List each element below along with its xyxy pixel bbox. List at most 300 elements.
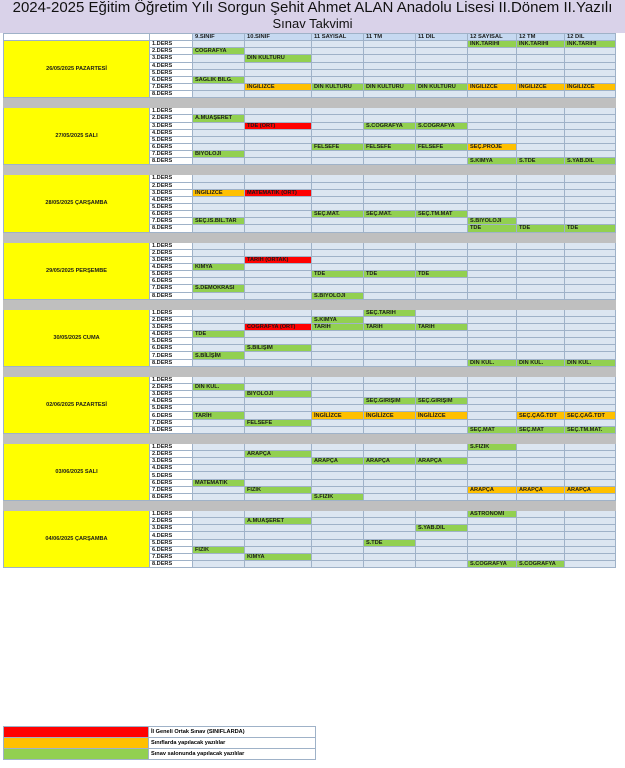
exam-cell: [468, 345, 517, 352]
exam-cell: FİZİK: [245, 486, 312, 493]
exam-cell: BİYOLOJİ: [245, 391, 312, 398]
exam-cell: [517, 309, 565, 316]
period-label: 2.DERS: [150, 115, 193, 122]
period-label: 5.DERS: [150, 203, 193, 210]
exam-cell: [416, 532, 468, 539]
exam-cell: [468, 412, 517, 419]
day-separator: [4, 98, 616, 108]
exam-cell: [312, 532, 364, 539]
exam-cell: [364, 189, 416, 196]
exam-cell: TDE: [312, 271, 364, 278]
exam-cell: [312, 419, 364, 426]
exam-cell: [517, 203, 565, 210]
exam-cell: [517, 338, 565, 345]
exam-cell: [565, 511, 616, 518]
exam-cell: S.KİMYA: [312, 316, 364, 323]
exam-cell: [517, 129, 565, 136]
period-label: 7.DERS: [150, 151, 193, 158]
exam-cell: SEÇ.GİRİŞİM: [416, 398, 468, 405]
exam-cell: [416, 263, 468, 270]
exam-cell: [517, 405, 565, 412]
exam-cell: [565, 136, 616, 143]
column-header: 11 DİL: [416, 34, 468, 41]
exam-cell: TDE: [193, 331, 245, 338]
period-label: 7.DERS: [150, 352, 193, 359]
exam-cell: [468, 539, 517, 546]
period-label: 2.DERS: [150, 182, 193, 189]
exam-cell: [245, 115, 312, 122]
separator-cell: [4, 366, 616, 376]
exam-cell: [245, 292, 312, 299]
exam-cell: [468, 69, 517, 76]
period-label: 3.DERS: [150, 256, 193, 263]
exam-cell: [312, 352, 364, 359]
table-row: [4, 41, 616, 48]
exam-cell: [312, 465, 364, 472]
exam-cell: [565, 69, 616, 76]
exam-cell: [193, 486, 245, 493]
exam-cell: [245, 479, 312, 486]
exam-cell: [364, 48, 416, 55]
exam-cell: [416, 546, 468, 553]
table-row: [4, 175, 616, 182]
exam-cell: [416, 242, 468, 249]
exam-cell: S.COĞRAFYA: [364, 122, 416, 129]
exam-cell: [312, 175, 364, 182]
exam-cell: [312, 426, 364, 433]
day-date: 28/05/2025 ÇARŞAMBA: [4, 175, 150, 232]
exam-cell: S.KİMYA: [468, 158, 517, 165]
exam-cell: [468, 189, 517, 196]
exam-cell: [245, 398, 312, 405]
exam-cell: [517, 472, 565, 479]
legend-swatch: [4, 738, 149, 749]
legend-item: [4, 749, 316, 760]
period-label: 5.DERS: [150, 472, 193, 479]
exam-cell: [416, 175, 468, 182]
exam-cell: [193, 175, 245, 182]
exam-cell: [312, 398, 364, 405]
legend: [3, 726, 316, 760]
exam-cell: [193, 493, 245, 500]
period-label: 8.DERS: [150, 292, 193, 299]
exam-cell: [416, 115, 468, 122]
exam-cell: [416, 405, 468, 412]
exam-cell: [565, 115, 616, 122]
legend-item: [4, 727, 316, 738]
exam-cell: İNGİLİZCE: [416, 412, 468, 419]
exam-cell: [193, 398, 245, 405]
exam-cell: [416, 511, 468, 518]
exam-cell: [416, 383, 468, 390]
legend-swatch: [4, 727, 149, 738]
exam-cell: S.BİYOLOJİ: [468, 218, 517, 225]
exam-cell: [416, 451, 468, 458]
exam-cell: [364, 391, 416, 398]
exam-cell: S.COĞRAFYA: [416, 122, 468, 129]
exam-cell: [364, 465, 416, 472]
exam-cell: [245, 41, 312, 48]
period-label: 2.DERS: [150, 249, 193, 256]
period-label: 8.DERS: [150, 225, 193, 232]
exam-cell: [517, 278, 565, 285]
exam-cell: S.DEMOKRASİ: [193, 285, 245, 292]
exam-cell: [245, 175, 312, 182]
table-row: [4, 376, 616, 383]
period-label: 2.DERS: [150, 316, 193, 323]
exam-cell: [312, 472, 364, 479]
header-blank: [4, 34, 150, 41]
exam-cell: [468, 383, 517, 390]
exam-cell: [416, 479, 468, 486]
exam-cell: [416, 278, 468, 285]
exam-cell: [364, 285, 416, 292]
exam-cell: [245, 532, 312, 539]
day-separator: [4, 501, 616, 511]
column-header: 10.SINIF: [245, 34, 312, 41]
exam-cell: [517, 451, 565, 458]
exam-cell: [364, 158, 416, 165]
exam-cell: [517, 345, 565, 352]
exam-cell: [517, 383, 565, 390]
exam-cell: [312, 242, 364, 249]
separator-cell: [4, 299, 616, 309]
exam-cell: [364, 532, 416, 539]
exam-cell: [245, 405, 312, 412]
exam-cell: [193, 309, 245, 316]
exam-cell: [468, 76, 517, 83]
exam-cell: [245, 158, 312, 165]
exam-cell: [364, 426, 416, 433]
column-header: 12 TM: [517, 34, 565, 41]
period-label: 1.DERS: [150, 175, 193, 182]
exam-cell: [565, 309, 616, 316]
exam-cell: [312, 443, 364, 450]
exam-cell: [245, 525, 312, 532]
exam-cell: [312, 278, 364, 285]
exam-cell: [517, 539, 565, 546]
exam-cell: DİN KÜL.: [565, 359, 616, 366]
exam-cell: S.BİLİŞİM: [245, 345, 312, 352]
exam-cell: [193, 158, 245, 165]
exam-cell: [468, 91, 517, 98]
exam-cell: [416, 561, 468, 568]
exam-cell: [245, 376, 312, 383]
exam-cell: [312, 218, 364, 225]
exam-cell: [312, 309, 364, 316]
period-label: 7.DERS: [150, 285, 193, 292]
exam-cell: [312, 158, 364, 165]
exam-cell: [245, 338, 312, 345]
exam-cell: [517, 419, 565, 426]
header-blank: [150, 34, 193, 41]
exam-cell: [416, 285, 468, 292]
exam-cell: [364, 225, 416, 232]
exam-cell: [517, 189, 565, 196]
exam-cell: [565, 539, 616, 546]
exam-cell: [193, 532, 245, 539]
exam-cell: SEÇ.MAT: [468, 426, 517, 433]
exam-cell: [468, 182, 517, 189]
exam-cell: [364, 292, 416, 299]
exam-cell: [468, 256, 517, 263]
exam-cell: [468, 309, 517, 316]
exam-cell: [517, 323, 565, 330]
exam-cell: [416, 249, 468, 256]
exam-cell: [312, 136, 364, 143]
exam-cell: [364, 278, 416, 285]
exam-cell: [312, 561, 364, 568]
exam-cell: S.BİYOLOJİ: [312, 292, 364, 299]
exam-cell: [565, 122, 616, 129]
exam-cell: [364, 345, 416, 352]
exam-cell: [364, 419, 416, 426]
period-label: 8.DERS: [150, 561, 193, 568]
period-label: 3.DERS: [150, 525, 193, 532]
exam-cell: [468, 493, 517, 500]
exam-cell: [517, 493, 565, 500]
exam-cell: [312, 91, 364, 98]
exam-cell: [468, 263, 517, 270]
exam-cell: [565, 376, 616, 383]
exam-cell: [468, 376, 517, 383]
day-separator: [4, 299, 616, 309]
exam-cell: [517, 518, 565, 525]
exam-cell: [312, 359, 364, 366]
exam-cell: [364, 472, 416, 479]
exam-cell: [312, 115, 364, 122]
exam-cell: [517, 48, 565, 55]
exam-cell: [312, 108, 364, 115]
exam-cell: [416, 316, 468, 323]
exam-cell: S.YAB.DİL: [565, 158, 616, 165]
page-title: [0, 0, 625, 33]
exam-cell: [468, 242, 517, 249]
period-label: 3.DERS: [150, 323, 193, 330]
exam-cell: [245, 472, 312, 479]
exam-cell: [517, 211, 565, 218]
exam-cell: [416, 108, 468, 115]
exam-cell: [565, 525, 616, 532]
exam-cell: İNK.TARİHİ: [517, 41, 565, 48]
exam-cell: [245, 539, 312, 546]
exam-cell: [565, 211, 616, 218]
exam-cell: [364, 493, 416, 500]
exam-cell: [565, 108, 616, 115]
exam-cell: [468, 271, 517, 278]
exam-cell: [468, 391, 517, 398]
period-label: 5.DERS: [150, 69, 193, 76]
table-row: [4, 242, 616, 249]
exam-cell: İNGİLİZCE: [517, 83, 565, 90]
period-label: 8.DERS: [150, 91, 193, 98]
day-separator: [4, 165, 616, 175]
period-label: 4.DERS: [150, 129, 193, 136]
exam-cell: ASTRONOMİ: [468, 511, 517, 518]
exam-cell: [416, 129, 468, 136]
exam-cell: [565, 493, 616, 500]
exam-cell: S.COĞRAFYA: [517, 561, 565, 568]
exam-cell: [364, 331, 416, 338]
column-header: 12 SAYISAL: [468, 34, 517, 41]
exam-cell: [468, 323, 517, 330]
exam-cell: [245, 278, 312, 285]
exam-cell: [193, 316, 245, 323]
exam-cell: [517, 55, 565, 62]
exam-cell: [245, 182, 312, 189]
exam-cell: [517, 285, 565, 292]
exam-cell: [565, 479, 616, 486]
exam-cell: [193, 405, 245, 412]
exam-cell: [517, 553, 565, 560]
exam-cell: [416, 91, 468, 98]
exam-cell: İNGİLİZCE: [193, 189, 245, 196]
legend-label: İl Geneli Ortak Sınav (SINIFLARDA): [149, 727, 316, 738]
period-label: 4.DERS: [150, 196, 193, 203]
exam-cell: [517, 546, 565, 553]
exam-cell: [312, 48, 364, 55]
exam-cell: [565, 48, 616, 55]
exam-cell: [245, 285, 312, 292]
exam-cell: DİN KÜLTÜRÜ: [416, 83, 468, 90]
exam-cell: DİN KÜL.: [468, 359, 517, 366]
exam-cell: [565, 182, 616, 189]
table-row: [4, 443, 616, 450]
exam-cell: İNGİLİZCE: [312, 412, 364, 419]
exam-cell: [565, 553, 616, 560]
exam-cell: ARAPÇA: [245, 451, 312, 458]
exam-cell: S.COĞRAFYA: [468, 561, 517, 568]
exam-cell: [565, 292, 616, 299]
exam-cell: [193, 458, 245, 465]
exam-cell: [517, 249, 565, 256]
exam-cell: [468, 451, 517, 458]
exam-cell: [565, 352, 616, 359]
exam-cell: [565, 472, 616, 479]
exam-cell: [565, 175, 616, 182]
exam-cell: FELSEFE: [312, 143, 364, 150]
exam-cell: [193, 83, 245, 90]
exam-cell: [565, 419, 616, 426]
separator-cell: [4, 433, 616, 443]
exam-cell: [312, 122, 364, 129]
exam-cell: [245, 91, 312, 98]
exam-cell: [416, 345, 468, 352]
exam-cell: [416, 196, 468, 203]
exam-cell: [517, 256, 565, 263]
period-label: 4.DERS: [150, 398, 193, 405]
exam-cell: [245, 249, 312, 256]
exam-cell: ARAPÇA: [416, 458, 468, 465]
exam-cell: TDE: [416, 271, 468, 278]
exam-cell: [245, 263, 312, 270]
exam-cell: [416, 472, 468, 479]
exam-cell: [312, 62, 364, 69]
exam-cell: [245, 383, 312, 390]
exam-cell: [364, 405, 416, 412]
exam-cell: [312, 405, 364, 412]
exam-cell: [416, 136, 468, 143]
exam-cell: TDE: [364, 271, 416, 278]
exam-cell: [517, 443, 565, 450]
exam-cell: [364, 518, 416, 525]
exam-cell: SEÇ.TM.MAT: [416, 211, 468, 218]
exam-cell: [416, 391, 468, 398]
exam-cell: [245, 331, 312, 338]
exam-cell: [517, 151, 565, 158]
exam-cell: [245, 48, 312, 55]
exam-cell: [565, 189, 616, 196]
exam-cell: [364, 136, 416, 143]
exam-cell: [565, 143, 616, 150]
exam-cell: KİMYA: [245, 553, 312, 560]
exam-cell: [517, 458, 565, 465]
period-label: 8.DERS: [150, 493, 193, 500]
exam-cell: [312, 41, 364, 48]
exam-cell: [565, 285, 616, 292]
exam-cell: [565, 383, 616, 390]
exam-cell: [364, 525, 416, 532]
exam-cell: A.MUAŞERET: [245, 518, 312, 525]
exam-cell: [468, 553, 517, 560]
exam-cell: İNK.TARİHİ: [565, 41, 616, 48]
exam-cell: [312, 249, 364, 256]
exam-cell: [517, 525, 565, 532]
exam-cell: [245, 443, 312, 450]
exam-cell: [517, 115, 565, 122]
exam-cell: [193, 539, 245, 546]
exam-cell: KİMYA: [193, 263, 245, 270]
exam-cell: [312, 391, 364, 398]
exam-cell: [364, 249, 416, 256]
exam-cell: [416, 203, 468, 210]
exam-cell: [565, 443, 616, 450]
period-label: 6.DERS: [150, 345, 193, 352]
exam-cell: [416, 539, 468, 546]
column-header: 12 DİL: [565, 34, 616, 41]
period-label: 6.DERS: [150, 546, 193, 553]
exam-cell: [468, 122, 517, 129]
exam-cell: [193, 69, 245, 76]
exam-cell: S.YAB.DİL: [416, 525, 468, 532]
period-label: 3.DERS: [150, 189, 193, 196]
day-date: 26/05/2025 PAZARTESİ: [4, 41, 150, 98]
exam-cell: TARİH: [416, 323, 468, 330]
exam-cell: [364, 108, 416, 115]
exam-cell: [312, 69, 364, 76]
exam-cell: [245, 458, 312, 465]
exam-cell: [565, 561, 616, 568]
exam-cell: İNGİLİZCE: [364, 412, 416, 419]
exam-cell: DİN KÜLTÜRÜ: [245, 55, 312, 62]
period-label: 1.DERS: [150, 443, 193, 450]
period-label: 6.DERS: [150, 211, 193, 218]
exam-cell: [565, 76, 616, 83]
exam-cell: [364, 338, 416, 345]
exam-cell: ARAPÇA: [364, 458, 416, 465]
exam-cell: [468, 175, 517, 182]
exam-cell: [193, 91, 245, 98]
exam-cell: [364, 151, 416, 158]
day-date: 30/05/2025 CUMA: [4, 309, 150, 366]
exam-cell: [245, 203, 312, 210]
exam-cell: [245, 211, 312, 218]
exam-cell: [565, 62, 616, 69]
exam-cell: [517, 182, 565, 189]
exam-cell: [416, 338, 468, 345]
title-line-2: Sınav Takvimi: [272, 16, 353, 31]
exam-cell: [517, 292, 565, 299]
